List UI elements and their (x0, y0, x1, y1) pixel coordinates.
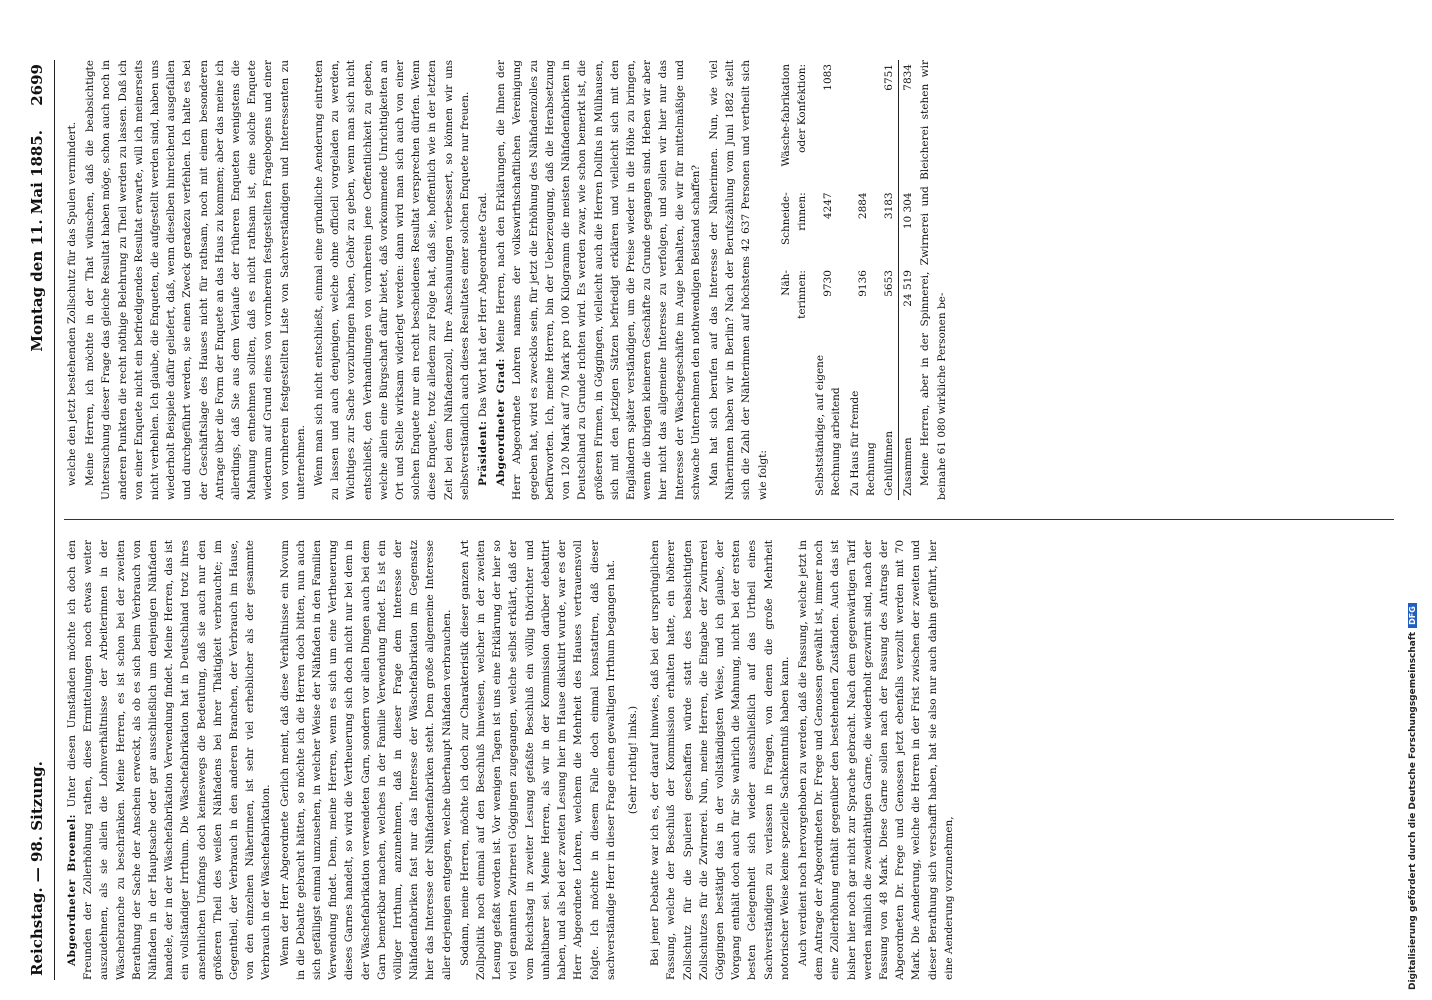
paragraph-text: (Sehr richtig! links.) (626, 705, 639, 815)
table-header-cell: Näh-terinnen: (779, 270, 808, 319)
table-cell: 7834 (899, 60, 918, 188)
table-cell: Selbstständige, auf eigene Rechnung arbeitend (814, 354, 843, 496)
paragraph-text: Man hat sich berufen auf das Interesse der Näherinnen. Nun, wie viel Näherinnen haben wir in Berlin? Nach der Berufszählung vom Juni 1882 stellt sich die Zahl der Nähterinnen auf höchstens 42 637 Personen und vertheilt sich wie folgt: (707, 60, 769, 500)
text-columns (64, 60, 1394, 980)
paragraph (457, 540, 619, 980)
header-left: Reichstag. — 98. Sitzung. (28, 761, 46, 976)
table-cell: 4247 (822, 192, 835, 220)
paragraph (64, 60, 80, 500)
paragraph-text: Wenn der Herr Abgeordnete Gerlich meint, daß diese Verhältnisse ein Novum in die Debatte gebracht hätten, so möchte ich die Herren doch bitten, nun auch sich gefälligst einmal umzusehen, in welcher Weise der Nähfaden in den Familien Verwendung findet. Denn, meine Herren, wenn es sich um eine Vertheuerung dieses Garnes handelt, so wird die Vertheuerung sich doch nicht nur bei dem in der Wäschefabrikation verwendeten Garn, sondern vor allen Dingen auch bei dem Garn bemerkbar machen, welches in der Familie Verwendung findet. Es ist ein völliger Irrthum, anzunehmen, daß in dieser Frage dem Interesse der Nähfadenfabriken fast nur das Interesse der Wäschefabrikation im Gegensatz hier das Interesse der Nähfadenfabriken steht. Dem große allgemeine Interesse aller derjenigen entgegen, welche überhaupt Nähfaden verbrauchen. (278, 540, 453, 980)
paragraph (475, 60, 491, 500)
speaker-name: Abgeordneter Grad: (495, 358, 508, 486)
table-header-row (777, 60, 811, 500)
table-cell: 24 519 (899, 266, 918, 334)
table-cell: 6751 (882, 64, 895, 91)
table-cell: 5653 (882, 270, 895, 297)
census-table (777, 60, 918, 500)
header-right: Montag den 11. Mai 1885. (28, 130, 46, 352)
paragraph (493, 60, 704, 500)
table-row (846, 60, 880, 500)
table-row (880, 60, 899, 500)
credit-text: Digitalisierung gefördert durch die Deutsche Forschungsgemeinschaft (1408, 631, 1418, 990)
paragraph-text: Meine Herren, nach den Erklärungen, die Ihnen der Herr Abgeordnete Lohren namens der volkswirthschaftlichen Vereinigung gegeben hat, wird es zwecklos sein, für jetzt die Erhöhung des Nähfadenzolles zu befürworten. Ich, meine Herren, bin der Ueberzeugung, daß die Herabsetzung von 120 Mark auf 70 Mark pro 100 Kilogramm die meisten Nähfadenfabriken in Deutschland zu Grunde richten wird. Es werden zwar, wie schon bemerkt ist, die größeren Firmen, in Göggingen, vielleicht auch die Herren Dollfus in Mülhausen, sich mit den jetzigen Sätzen befriedigt erklären und vielleicht sich mit den Engländern später verständigen, um die Preise wieder in die Höhe zu bringen, wenn die übrigen kleineren Geschäfte zu Grunde gegangen sind. Heben wir aber hier nicht das allgemeine Interesse zu verfolgen, und sollen wir hier nur das Interesse der Wäschegeschäfte im Auge behalten, die wir für mittelmäßige und schwache Unternehmen den nothwendigen Beistand schaffen? (495, 60, 702, 500)
paragraph (64, 540, 275, 980)
paragraph (647, 540, 793, 980)
paragraph-text: Unter diesen Umständen möchte ich doch den Freunden der Zollerhöhung rathen, diese Ermittelungen noch etwas weiter auszudehnen, als sie allein die Lohnverhältnisse der Arbeiterinnen in der Wäschebranche zu beschränken. Meine Herren, es ist schon bei der zweiten Berathung der Sache der Anschein erweckt, als ob es sich beim Verbrauch von Nähfaden in der Hauptsache oder gar ausschließlich um denjenigen Nähfaden handele, der in der Wäschefabrikation Verwendung findet. Meine Herren, das ist ein vollständiger Irrthum. Die Wäschefabrikation hat in Deutschland trotz ihres ansehnlichen Umfangs doch keineswegs die Bedeutung, daß sie auch nur den größeren Theil des weißen Nähfadens bei ihrer Thätigkeit verbrauchte; im Gegentheil, der Verbrauch in den anderen Branchen, der Verbrauch im Hause, von den einzelnen Näherinnen, ist sehr viel erheblicher als der gesammte Verbrauch in der Wäschefabrikation. (66, 540, 273, 980)
speaker-name: Abgeordneter Broemel: (66, 814, 78, 966)
digitization-credit (1408, 603, 1418, 990)
table-row (811, 60, 845, 500)
paragraph (277, 540, 455, 980)
column-left (64, 540, 1394, 980)
paragraph (311, 60, 473, 500)
paragraph (795, 540, 957, 980)
newspaper-page (18, 60, 1398, 980)
paragraph-text: welche den jetzt bestehenden Zollschutz für das Spulen vermindert. (66, 121, 78, 486)
paragraph-text: Sodann, meine Herren, möchte ich doch zur Charakteristik dieser ganzen Art Zollpolitik noch einmal auf den Beschluß hinweisen, welcher in der zweiten Lesung gefaßt worden ist. Vor wenigen Tagen ist uns eine Erklärung der hier so viel genannten Zwirnerei Göggingen zugegangen, welche selbst erklärt, daß der vom Reichstag in zweiter Lesung gefaßte Beschluß ein völlig thörichter und unhaltbarer sei. Meine Herren, als wir in der Kommission darüber debattirt haben, und als bei der zweiten Lesung hier im Hause diskutirt wurde, war es der Herr Abgeordnete Lohren, welchem die Mehrheit des Hauses vertrauensvoll folgte. Ich möchte in diesem Falle doch einmal konstatiren, daß dieser sachverständige Herr in dieser Frage einen gewaltigen Irrthum begangen hat. (458, 540, 617, 980)
table-header-cell: Wäsche-fabrikation oder Konfektion: (779, 64, 808, 167)
table-header-cell (777, 334, 811, 500)
right-margin (1418, 0, 1432, 1000)
closing-paragraph: Meine Herren, aber in der Spinnerei, Zwirnerei und Bleicherei stehen wir beinahe 61 080 wirkliche Personen be- (919, 60, 948, 500)
paragraph-text: Auch verdient noch hervorgehoben zu werden, daß die Fassung, welche jetzt in dem Antrage der Abgeordneten Dr. Frege und Genossen gewählt ist, immer noch eine Zollerhöhung enthält gegenüber den bestehenden Zuständen. Auch das ist bisher hier noch gar nicht zur Sprache gebracht. Nach dem gegenwärtigen Tarif werden nämlich die zweidrähtigen Garne, die wiederholt gezwirnt sind, nach der Fassung von 48 Mark. Diese Garne sollen nach der Fassung des Antrags der Abgeordneten Dr. Frege und Genossen jetzt ebenfalls verzollt werden mit 70 Mark. Die Aenderung, welche die Herren in der Frist zwischen der zweiten und dieser Berathung sich verschafft haben, hat sie also nur auch dahin geführt, hier eine Aenderung vorzunehmen, (796, 540, 955, 980)
paragraph-text: Meine Herren, ich möchte in der That wünschen, daß die beabsichtigte Untersuchung dieser Frage das gleiche Resultat haben möge, schon auch noch in anderen Punkten die recht nöthige Belehrung zu Theil werden zu lassen. Daß ich von einer Enquete nicht ein befriedigendes Resultat erwarte, will ich meinerseits nicht verhehlen. Ich glaube, die Enqueten, die aufgestellt werden sind, haben uns wiederholt Beispiele dafür geliefert, daß, wenn dieselben hinreichend ausgefallen und durchgeführt werden, sie einen Zweck geradezu verfehlen. Ich halte es bei der Geschäftslage des Hauses nicht für rathsam, noch mit einem besonderen Antrage über die Form der Enquete an das Haus zu kommen; aber das meine ich allerdings, daß Sie aus dem Verlaufe der früheren Enqueten wenigstens die Mahnung entnehmen sollten, daß es nicht rathsam ist, eine solche Enquete wiederum auf Grund eines von vornherein festgestellten Fragebogens und einer von vornherein festgestellten Liste von Sachverständigen und Interessenten zu unternehmen. (84, 60, 307, 500)
paragraph (625, 540, 641, 980)
table-cell: Zusammen (899, 334, 918, 500)
running-header (18, 60, 55, 980)
column-right-paragraphs (64, 60, 771, 500)
table-cell: 1083 (822, 64, 835, 91)
column-right (64, 60, 1394, 500)
paragraph (82, 60, 309, 500)
table-header-cell: Schneide-rinnen: (779, 192, 808, 246)
speaker-name: Präsident: (477, 420, 490, 486)
table-total-row (899, 60, 918, 500)
table-cell: 9136 (856, 270, 869, 297)
paragraph-text: Das Wort hat der Herr Abgeordnete Grad. (477, 192, 490, 418)
paragraph-text: Wenn man sich nicht entschließt, einmal eine gründliche Aenderung eintreten zu lassen und auch denjenigen, welche ohne officiell vorgeladen zu werden, Wichtiges zur Sache vorzubringen haben, Gehör zu geben, wenn man sich nicht entschließt, den Verhandlungen von vornherein jene Oeffentlichkeit zu geben, welche allein eine Bürgschaft dafür bietet, daß vorkommende Unrichtigkeiten an Ort und Stelle wirksam widerlegt werden: dann wird man sich auch von einer solchen Enquete nur ein recht bescheidenes Resultat versprechen dürfen. Wenn diese Enquete, trotz alledem zur Folge hat, daß sie, hoffentlich wie in der letzten Zeit bei dem Nähfadenzoll, Ihre Anschauungen verbessert, so können wir uns selbstverständlich auch dieses Resultates einer solchen Enquete nur freuen. (313, 60, 471, 500)
page-number: 2699 (28, 64, 46, 106)
table-cell: 9730 (822, 270, 835, 297)
table-cell: 2884 (856, 192, 869, 220)
table-cell (846, 60, 880, 188)
dfg-logo: DFG (1408, 603, 1417, 628)
table-cell: 10 304 (899, 188, 918, 266)
table-cell: Zu Haus für fremde Rechnung (848, 390, 877, 496)
paragraph (706, 60, 771, 500)
column-divider (64, 519, 1394, 520)
paragraph-text: Bei jener Debatte war ich es, der darauf hinwies, daß bei der ursprünglichen Fassung, welche der Beschluß der Kommission erhalten hatte, ein höherer Zollschutz für die Spulerei geschaffen würde statt des beabsichtigten Zollschutzes für die Zwirnerei. Nun, meine Herren, die Eingabe der Zwirnerei Göggingen bestätigt das in der vollständigsten Weise, und ich glaube, der Vorgang enthält doch auch für Sie wahrlich die Mahnung, nicht bei der ersten besten Gelegenheit sich wieder ausschließlich auf das Urtheil eines Sachverständigen zu verlassen in Fragen, von denen die große Mehrheit notorischer Weise keine spezielle Sachkenntniß haben kann. (649, 540, 791, 980)
table-cell: 3183 (882, 192, 895, 220)
table-cell: Gehülfinnen (882, 431, 895, 496)
